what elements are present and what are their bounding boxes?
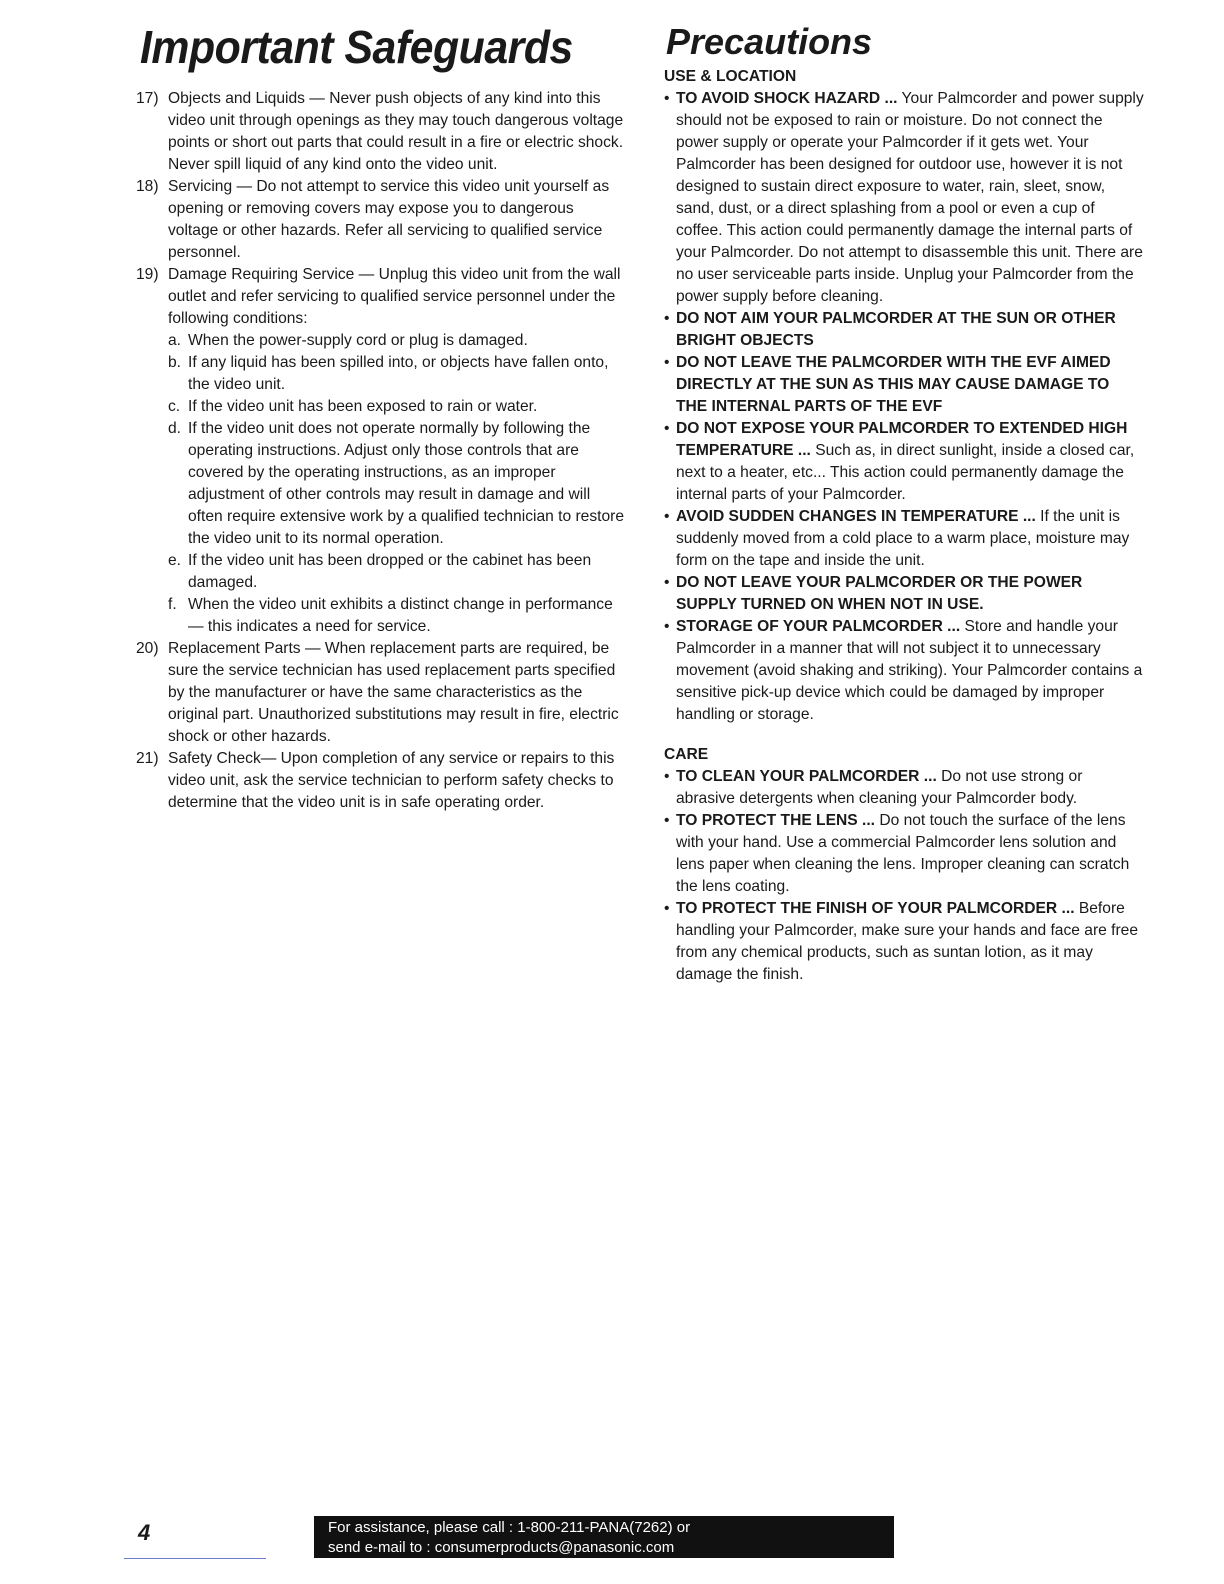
item-text: Objects and Liquids — Never push objects of any kind into this video unit through openings as they may touch dangerous voltage points or short out parts that could result in a fire or electric shock. Never spill liquid of any kind onto the video unit. bbox=[168, 90, 624, 173]
item-number: 18) bbox=[136, 178, 159, 195]
care-title: TO CLEAN YOUR PALMCORDER ... bbox=[676, 768, 937, 785]
page-number: 4 bbox=[138, 1520, 151, 1545]
precaution-title: DO NOT LEAVE THE PALMCORDER WITH THE EVF AIMED DIRECTLY AT THE SUN AS THIS MAY CAUSE DAMAGE TO THE INTERNAL PARTS OF THE EVF bbox=[676, 354, 1111, 415]
assistance-phone-line: For assistance, please call : 1-800-211-PANA(7262) or bbox=[328, 1519, 691, 1536]
condition-letter: d. bbox=[168, 420, 182, 437]
precaution-bullet bbox=[664, 506, 1144, 572]
precaution-title: DO NOT AIM YOUR PALMCORDER AT THE SUN OR OTHER BRIGHT OBJECTS bbox=[676, 310, 1116, 349]
precaution-bullet bbox=[664, 88, 1144, 308]
condition-text: If any liquid has been spilled into, or objects have fallen onto, the video unit. bbox=[188, 354, 609, 393]
footer-rule bbox=[124, 1558, 266, 1559]
condition-item bbox=[136, 396, 626, 418]
condition-letter: f. bbox=[168, 596, 177, 613]
item-number: 17) bbox=[136, 90, 159, 107]
condition-text: When the power-supply cord or plug is damaged. bbox=[188, 332, 528, 349]
bullet-dot: • bbox=[664, 574, 670, 591]
safeguards-column bbox=[136, 88, 626, 814]
precaution-bullet bbox=[664, 418, 1144, 506]
precaution-text: Such as, in direct sunlight, inside a closed car, next to a heater, etc... This action could permanently damage the internal parts of your Palmcorder. bbox=[676, 442, 1135, 503]
care-title: TO PROTECT THE LENS ... bbox=[676, 812, 875, 829]
item-text: Safety Check— Upon completion of any service or repairs to this video unit, ask the service technician to perform safety checks to determine that the video unit is in safe operating order. bbox=[168, 750, 615, 811]
care-text: Before handling your Palmcorder, make sure your hands and face are free from any chemical products, such as suntan lotion, as it may damage the finish. bbox=[676, 900, 1139, 983]
condition-text: When the video unit exhibits a distinct change in performance — this indicates a need for service. bbox=[188, 596, 613, 635]
care-bullet bbox=[664, 766, 1144, 810]
safeguard-item bbox=[136, 264, 626, 330]
safeguard-item bbox=[136, 748, 626, 814]
condition-item bbox=[136, 550, 626, 594]
condition-item bbox=[136, 594, 626, 638]
care-text: Do not touch the surface of the lens with your hand. Use a commercial Palmcorder lens solution and lens paper when cleaning the lens. Improper cleaning can scratch the lens coating. bbox=[676, 812, 1130, 895]
item-number: 20) bbox=[136, 640, 159, 657]
item-number: 21) bbox=[136, 750, 159, 767]
condition-letter: b. bbox=[168, 354, 182, 371]
precaution-bullet bbox=[664, 352, 1144, 418]
bullet-dot: • bbox=[664, 618, 670, 635]
page-title: Important Safeguards bbox=[140, 21, 573, 73]
precaution-title: AVOID SUDDEN CHANGES IN TEMPERATURE ... bbox=[676, 508, 1036, 525]
safeguard-item bbox=[136, 638, 626, 748]
bullet-dot: • bbox=[664, 90, 670, 107]
condition-text: If the video unit has been dropped or the cabinet has been damaged. bbox=[188, 552, 592, 591]
precaution-bullet bbox=[664, 616, 1144, 726]
condition-text: If the video unit has been exposed to rain or water. bbox=[188, 398, 538, 415]
item-text: Damage Requiring Service — Unplug this video unit from the wall outlet and refer servicing to qualified service personnel under the following conditions: bbox=[168, 266, 621, 327]
precaution-title: STORAGE OF YOUR PALMCORDER ... bbox=[676, 618, 961, 635]
bullet-dot: • bbox=[664, 508, 670, 525]
precaution-text: If the unit is suddenly moved from a cold place to a warm place, moisture may form on the tape and inside the unit. bbox=[676, 508, 1130, 569]
condition-item bbox=[136, 330, 626, 352]
care-text: Do not use strong or abrasive detergents when cleaning your Palmcorder body. bbox=[676, 768, 1083, 807]
care-bullet bbox=[664, 898, 1144, 986]
precaution-text: Your Palmcorder and power supply should not be exposed to rain or moisture. Do not connect the power supply or operate your Palmcorder if it gets wet. Your Palmcorder has been designed for outdoor use, however it is not designed to sustain direct exposure to water, rain, sleet, snow, sand, dust, or a direct splashing from a pool or even a cup of coffee. This action could permanently damage the internal parts of your Palmcorder. Do not attempt to disassemble this unit. There are no user serviceable parts inside. Unplug your Palmcorder from the power supply before cleaning. bbox=[676, 90, 1144, 305]
use-location-heading: USE & LOCATION bbox=[664, 68, 797, 85]
precaution-text: Store and handle your Palmcorder in a manner that will not subject it to unnecessary movement (avoid shaking and striking). Your Palmcorder contains a sensitive pick-up device which could be damaged by improper handling or storage. bbox=[676, 618, 1143, 723]
bullet-dot: • bbox=[664, 420, 670, 437]
precaution-title: DO NOT LEAVE YOUR PALMCORDER OR THE POWER SUPPLY TURNED ON WHEN NOT IN USE. bbox=[676, 574, 1083, 613]
condition-letter: a. bbox=[168, 332, 182, 349]
item-text: Servicing — Do not attempt to service this video unit yourself as opening or removing covers may expose you to dangerous voltage or other hazards. Refer all servicing to qualified service personnel. bbox=[168, 178, 610, 261]
precaution-title: TO AVOID SHOCK HAZARD ... bbox=[676, 90, 898, 107]
precaution-title: DO NOT EXPOSE YOUR PALMCORDER TO EXTENDED HIGH TEMPERATURE ... bbox=[676, 420, 1128, 459]
condition-item bbox=[136, 418, 626, 550]
item-text: Replacement Parts — When replacement parts are required, be sure the service technician has used replacement parts specified by the manufacturer or have the same characteristics as the original part. Unauthorized substitutions may result in fire, electric shock or other hazards. bbox=[168, 640, 619, 745]
bullet-dot: • bbox=[664, 900, 670, 917]
care-bullet bbox=[664, 810, 1144, 898]
precaution-bullet bbox=[664, 308, 1144, 352]
precaution-bullet bbox=[664, 572, 1144, 616]
assistance-box bbox=[314, 1516, 894, 1558]
bullet-dot: • bbox=[664, 768, 670, 785]
condition-letter: e. bbox=[168, 552, 182, 569]
condition-text: If the video unit does not operate normally by following the operating instructions. Adjust only those controls that are covered by the operating instructions, as an improper adjustment of other controls may result in damage and will often require extensive work by a qualified technician to restore the video unit to its normal operation. bbox=[188, 420, 625, 547]
care-title: TO PROTECT THE FINISH OF YOUR PALMCORDER ... bbox=[676, 900, 1075, 917]
care-heading: CARE bbox=[664, 746, 709, 763]
safeguard-item bbox=[136, 88, 626, 176]
precautions-title: Precautions bbox=[666, 21, 873, 62]
precautions-column bbox=[664, 66, 1144, 986]
condition-letter: c. bbox=[168, 398, 181, 415]
bullet-dot: • bbox=[664, 310, 670, 327]
bullet-dot: • bbox=[664, 354, 670, 371]
assistance-email-line: send e-mail to : consumerproducts@panasonic.com bbox=[328, 1539, 675, 1556]
condition-item bbox=[136, 352, 626, 396]
safeguard-item bbox=[136, 176, 626, 264]
bullet-dot: • bbox=[664, 812, 670, 829]
item-number: 19) bbox=[136, 266, 159, 283]
